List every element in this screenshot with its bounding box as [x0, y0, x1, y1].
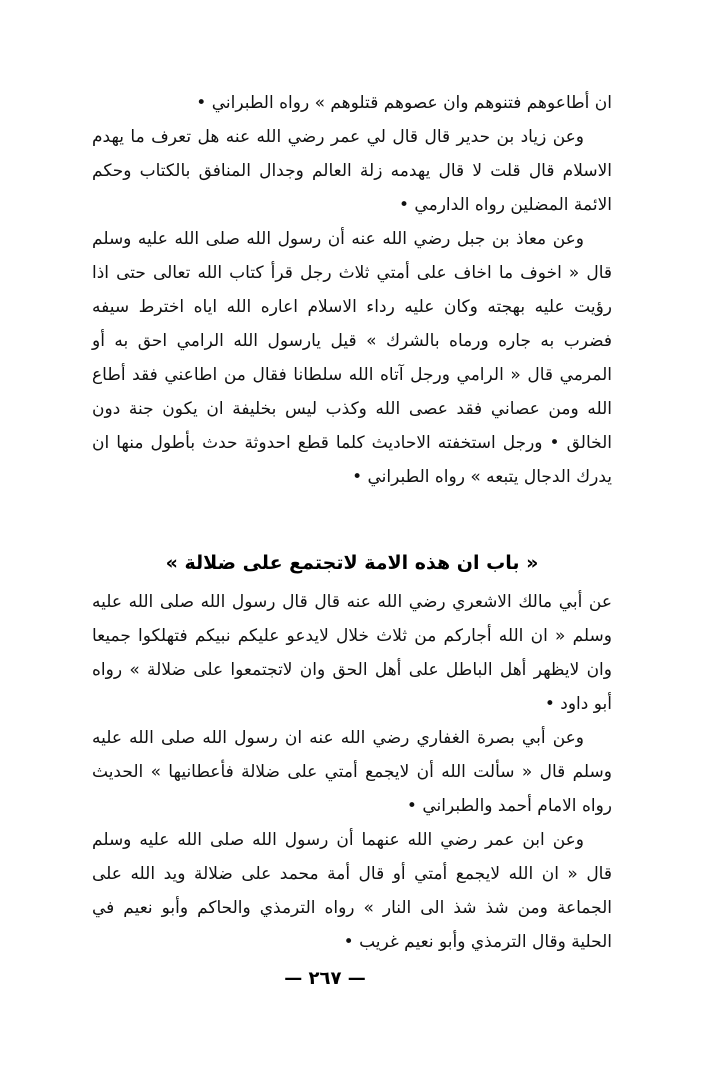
paragraph-abu-basra: وعن أبي بصرة الغفاري رضي الله عنه ان رسول الله صلى الله عليه وسلم قال « سألت الله أن لايجمع أمتي على ضلالة فأعطانيها » الحديث رواه الامام أحمد والطبراني • [92, 728, 612, 816]
paragraph-tabarani-ending: ان أطاعوهم فتنوهم وان عصوهم قتلوهم » رواه الطبراني • [196, 93, 612, 113]
upper-text-block [92, 86, 612, 494]
paragraph-ziyad-bin-hudayr: وعن زياد بن حدير قال قال لي عمر رضي الله عنه هل تعرف ما يهدم الاسلام قال قلت لا قال يهدمه زلة العالم وجدال المنافق بالكتاب وحكم الائمة المضلين رواه الدارمي • [92, 127, 612, 215]
paragraph-muadh-bin-jabal: وعن معاذ بن جبل رضي الله عنه أن رسول الله صلى الله عليه وسلم قال « اخوف ما اخاف على أمتي ثلاث رجل قرأ كتاب الله تعالى حتى اذا رؤيت عليه بهجته وكان عليه رداء الاسلام اعاره الله اياه اخترط سيفه فضرب به جاره ورماه بالشرك » قيل يارسول الله الرامي احق به أو المرمي قال « الرامي ورجل آتاه الله سلطانا فقال من اطاعني فقد أطاع الله ومن عصاني فقد عصى الله وكذب ليس بخليفة ان يكون جنة دون الخالق • ورجل استخفته الاحاديث كلما قطع احدوثة حدث بأطول منها ان يدرك الدجال يتبعه » رواه الطبراني • [92, 229, 612, 487]
paragraph-abu-malik: عن أبي مالك الاشعري رضي الله عنه قال قال رسول الله صلى الله عليه وسلم « ان الله أجاركم من ثلاث خلال لايدعو عليكم نبيكم فتهلكوا جميعا وان لايظهر أهل الباطل على أهل الحق وان لاتجتمعوا على ضلالة » رواه أبو داود • [92, 592, 612, 714]
chapter-heading: « باب ان هذه الامة لاتجتمع على ضلالة » [165, 552, 539, 574]
lower-text-block [92, 585, 612, 959]
paragraph-ibn-umar: وعن ابن عمر رضي الله عنهما أن رسول الله صلى الله عليه وسلم قال « ان الله لايجمع أمتي أو قال أمة محمد على ضلالة ويد الله على الجماعة ومن شذ شذ الى النار » رواه الترمذي والحاكم وأبو نعيم في الحلية وقال الترمذي وأبو نعيم غريب • [92, 830, 612, 952]
page-number: — ٢٦٧ — [284, 968, 366, 989]
